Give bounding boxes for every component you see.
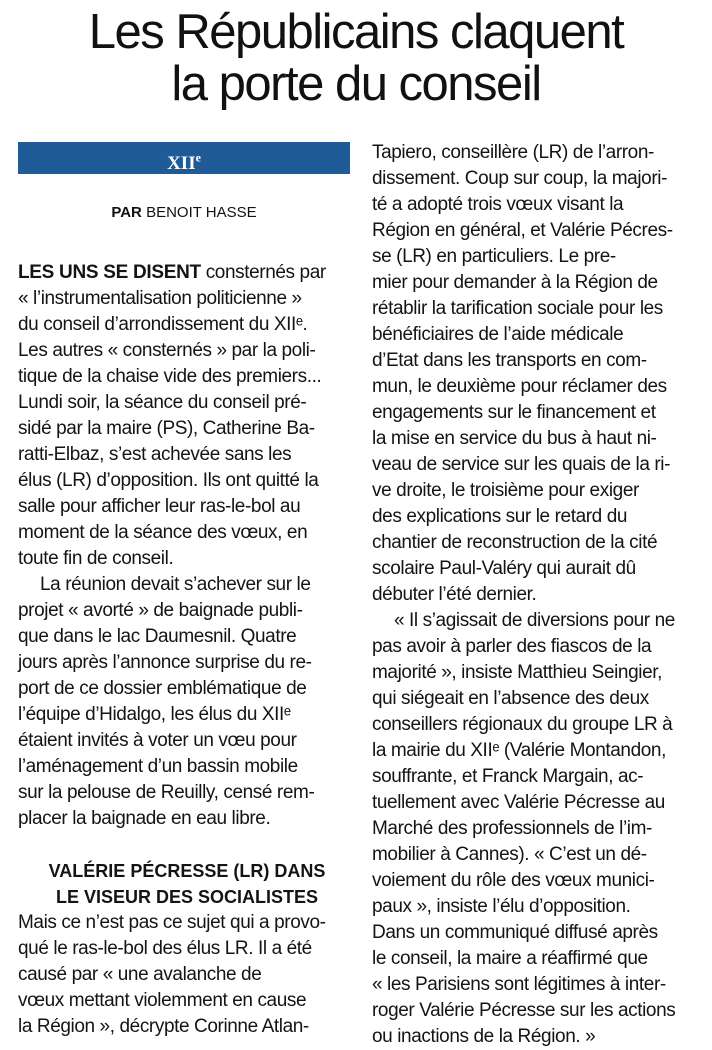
lead-in: LES UNS SE DISENT [18, 262, 201, 283]
line-text: port de ce dossier emblématique de [18, 678, 307, 699]
left-column-line [18, 442, 356, 468]
right-column-line [372, 296, 702, 322]
line-text: qué le ras-le-bol des élus LR. Il a été [18, 938, 312, 959]
line-text: Région en général, et Valérie Pécres- [372, 220, 673, 241]
left-column-line [18, 728, 356, 754]
left-column-line [18, 936, 356, 962]
left-column-line [18, 1014, 356, 1040]
line-text: Les autres « consternés » par la poli- [18, 340, 316, 361]
line-text: Dans un communiqué diffusé après [372, 922, 658, 943]
left-column-line [18, 910, 356, 936]
left-column-line [18, 650, 356, 676]
line-text: ve droite, le troisième pour exiger [372, 480, 639, 501]
left-column-line [18, 754, 356, 780]
line-text: La réunion devait s’achever sur le [40, 574, 311, 595]
left-column-line [18, 338, 356, 364]
line-text: « l’instrumentalisation politicienne » [18, 288, 302, 309]
left-column-line [18, 572, 356, 598]
line-text: tique de la chaise vide des premiers... [18, 366, 322, 387]
line-text: Mais ce n’est pas ce sujet qui a provo- [18, 912, 326, 933]
left-column-line [18, 286, 356, 312]
right-column-line [372, 764, 702, 790]
line-text: causé par « une avalanche de [18, 964, 262, 985]
line-text: moment de la séance des vœux, en [18, 522, 308, 543]
line-text: sidé par la maire (PS), Catherine Ba- [18, 418, 315, 439]
right-column-line [372, 894, 702, 920]
right-column-line [372, 842, 702, 868]
line-text: dissement. Coup sur coup, la majori- [372, 168, 668, 189]
line-text: bénéficiaires de l’aide médicale [372, 324, 624, 345]
line-text: majorité », insiste Matthieu Seingier, [372, 662, 663, 683]
line-text: Lundi soir, la séance du conseil pré- [18, 392, 307, 413]
byline-prefix: PAR [111, 204, 142, 221]
right-column-line [372, 920, 702, 946]
line-text: jours après l’annonce surprise du re- [18, 652, 312, 673]
right-column-line [372, 946, 702, 972]
right-column-line [372, 738, 702, 764]
line-text: roger Valérie Pécresse sur les actions [372, 1000, 676, 1021]
line-text: consternés par [200, 262, 326, 283]
line-text: que dans le lac Daumesnil. Quatre [18, 626, 297, 647]
line-text: l’équipe d’Hidalgo, les élus du XIIᵉ [18, 704, 291, 725]
line-text: projet « avorté » de baignade publi- [18, 600, 303, 621]
right-column-line [372, 790, 702, 816]
left-column-line [18, 780, 356, 806]
left-column-line [18, 806, 356, 832]
line-text: rétablir la tarification sociale pour les [372, 298, 663, 319]
article-headline [0, 6, 712, 110]
right-column-line [372, 270, 702, 296]
right-column-line [372, 166, 702, 192]
right-column [372, 140, 702, 1050]
left-column-line [18, 624, 356, 650]
right-column-line [372, 608, 702, 634]
line-text: la Région », décrypte Corinne Atlan- [18, 1016, 309, 1037]
line-text: d’Etat dans les transports en com- [372, 350, 647, 371]
left-column-line [18, 546, 356, 572]
right-column-line [372, 374, 702, 400]
line-text: du conseil d’arrondissement du XIIᵉ. [18, 314, 308, 335]
line-text: l’aménagement d’un bassin mobile [18, 756, 298, 777]
line-text: « les Parisiens sont légitimes à inter- [372, 974, 666, 995]
line-text: voiement du rôle des vœux munici- [372, 870, 655, 891]
right-column-line [372, 400, 702, 426]
right-column-line [372, 556, 702, 582]
subheading-line: VALÉRIE PÉCRESSE (LR) DANS [48, 861, 326, 881]
left-column-line [18, 520, 356, 546]
right-column-line [372, 712, 702, 738]
line-text: ou inactions de la Région. » [372, 1026, 596, 1047]
line-text: Tapiero, conseillère (LR) de l’arron- [372, 142, 654, 163]
line-text: des explications sur le retard du [372, 506, 628, 527]
right-column-line [372, 868, 702, 894]
line-text: mun, le deuxième pour réclamer des [372, 376, 667, 397]
right-column-line [372, 972, 702, 998]
right-column-line [372, 218, 702, 244]
right-column-line [372, 322, 702, 348]
spacer [18, 832, 356, 858]
line-text: té a adopté trois vœux visant la [372, 194, 624, 215]
line-text: débuter l’été dernier. [372, 584, 537, 605]
right-column-line [372, 348, 702, 374]
subheading-line: LE VISEUR DES SOCIALISTES [55, 887, 319, 907]
line-text: mier pour demander à la Région de [372, 272, 658, 293]
byline [18, 204, 350, 222]
byline-author: BENOIT HASSE [146, 204, 257, 221]
right-column-line [372, 478, 702, 504]
line-text: mobilier à Cannes). « C’est un dé- [372, 844, 647, 865]
line-text: sur la pelouse de Reuilly, censé rem- [18, 782, 315, 803]
section-band [18, 142, 350, 174]
line-text: le conseil, la maire a réaffirmé que [372, 948, 648, 969]
right-column-line [372, 634, 702, 660]
line-text: Marché des professionnels de l’im- [372, 818, 652, 839]
right-column-line [372, 452, 702, 478]
left-column-line [18, 702, 356, 728]
right-column-line [372, 530, 702, 556]
line-text: vœux mettant violemment en cause [18, 990, 307, 1011]
line-text: élus (LR) d’opposition. Ils ont quitté la [18, 470, 319, 491]
right-column-line [372, 244, 702, 270]
left-column-line [18, 260, 356, 286]
section-label: XIIe [167, 151, 201, 175]
line-text: engagements sur le financement et [372, 402, 656, 423]
left-column-line [18, 364, 356, 390]
right-column-line [372, 582, 702, 608]
left-column [18, 260, 356, 1040]
line-text: placer la baignade en eau libre. [18, 808, 271, 829]
line-text: conseillers régionaux du groupe LR à [372, 714, 673, 735]
left-column-line [18, 312, 356, 338]
line-text: paux », insiste l’élu d’opposition. [372, 896, 631, 917]
left-column-line [18, 494, 356, 520]
line-text: chantier de reconstruction de la cité [372, 532, 658, 553]
line-text: étaient invités à voter un vœu pour [18, 730, 297, 751]
left-column-line [18, 676, 356, 702]
right-column-line [372, 504, 702, 530]
line-text: salle pour afficher leur ras-le-bol au [18, 496, 301, 517]
right-column-line [372, 660, 702, 686]
line-text: « Il s’agissait de diversions pour ne [394, 610, 675, 631]
line-text: qui siégeait en l’absence des deux [372, 688, 649, 709]
left-column-line [18, 988, 356, 1014]
right-column-line [372, 192, 702, 218]
left-column-line [18, 468, 356, 494]
right-column-line [372, 686, 702, 712]
right-column-line [372, 140, 702, 166]
line-text: souffrante, et Franck Margain, ac- [372, 766, 644, 787]
right-column-line [372, 426, 702, 452]
left-column-line [18, 962, 356, 988]
left-column-line [18, 390, 356, 416]
line-text: la mairie du XIIᵉ (Valérie Montandon, [372, 740, 666, 761]
line-text: scolaire Paul-Valéry qui aurait dû [372, 558, 636, 579]
line-text: la mise en service du bus à haut ni- [372, 428, 657, 449]
line-text: pas avoir à parler des fiascos de la [372, 636, 652, 657]
left-column-line [18, 598, 356, 624]
line-text: toute fin de conseil. [18, 548, 174, 569]
right-column-line [372, 1024, 702, 1050]
line-text: veau de service sur les quais de la ri- [372, 454, 671, 475]
right-column-line [372, 816, 702, 842]
line-text: se (LR) en particuliers. Le pre- [372, 246, 616, 267]
headline-line-1: Les Républicains claquent [88, 5, 624, 59]
left-column-line [18, 416, 356, 442]
line-text: tuellement avec Valérie Pécresse au [372, 792, 665, 813]
headline-line-2: la porte du conseil [171, 57, 541, 111]
line-text: ratti-Elbaz, s’est achevée sans les [18, 444, 292, 465]
right-column-line [372, 998, 702, 1024]
